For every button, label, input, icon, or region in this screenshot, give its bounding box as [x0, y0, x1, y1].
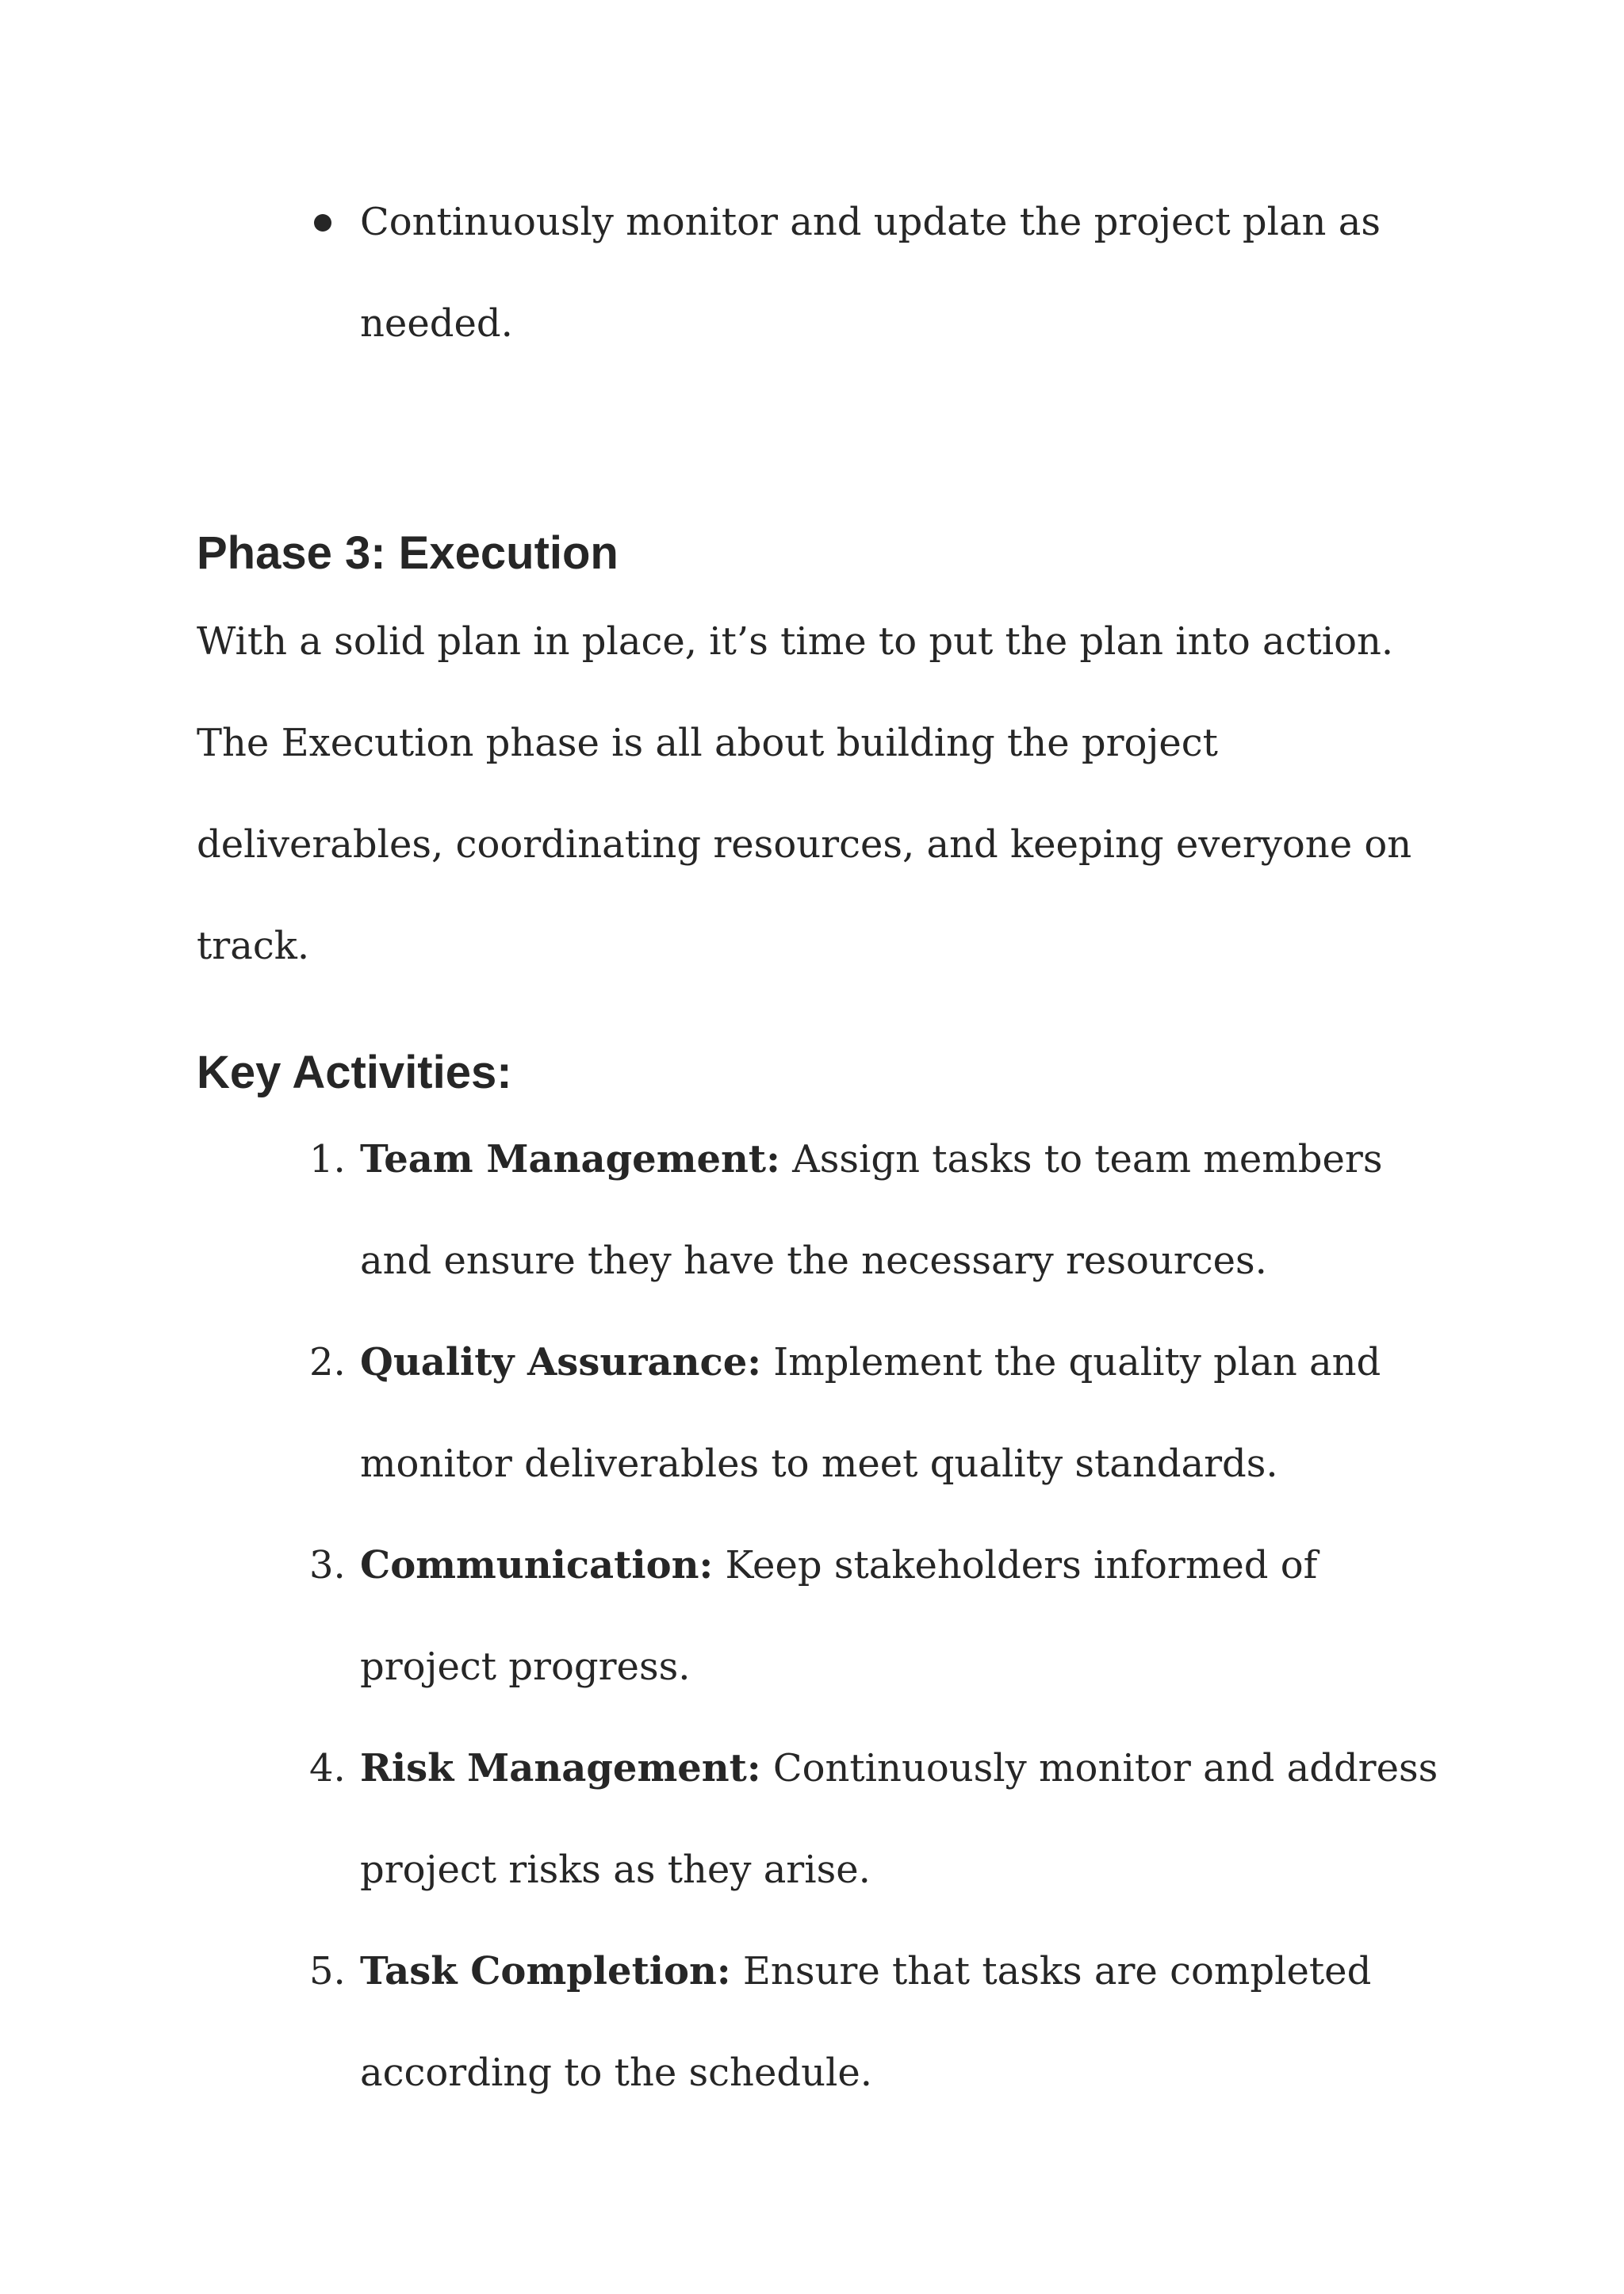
- list-item-term: Team Management:: [360, 1137, 780, 1181]
- list-item-term: Quality Assurance:: [360, 1340, 762, 1384]
- bullet-icon: [314, 214, 331, 232]
- list-number: 3.: [309, 1543, 346, 1587]
- list-item-text: Assign tasks to team members and ensure they have the necessary resources.: [360, 1137, 1383, 1283]
- list-number: 5.: [309, 1949, 346, 1993]
- list-item-body: [360, 1312, 1454, 1515]
- list-item-body: [360, 1109, 1454, 1312]
- list-number: 4.: [309, 1746, 346, 1790]
- numbered-list: [309, 1109, 1451, 2124]
- list-number: 2.: [309, 1340, 346, 1384]
- body-paragraph: With a solid plan in place, it’s time to put the plan into action. The Execution phase is all about building the project deliverables, coordinating resources, and keeping everyone on track.: [197, 619, 1412, 968]
- subsection-heading: Key Activities:: [197, 1047, 512, 1098]
- list-item-body: [360, 1718, 1454, 1921]
- list-item: [309, 1109, 1451, 1312]
- list-item: [309, 171, 1423, 374]
- list-item-term: Communication:: [360, 1543, 714, 1587]
- list-item: [309, 1921, 1451, 2124]
- list-item-term: Task Completion:: [360, 1949, 731, 1993]
- list-item-text: Continuously monitor and address project risks as they arise.: [360, 1746, 1438, 1892]
- list-item-text: Implement the quality plan and monitor deliverables to meet quality standards.: [360, 1340, 1381, 1486]
- list-item: [309, 1515, 1451, 1718]
- list-item-body: [360, 1515, 1454, 1718]
- section-heading: Phase 3: Execution: [197, 527, 619, 579]
- list-item-term: Risk Management:: [360, 1746, 761, 1790]
- list-item-text: Keep stakeholders informed of project progress.: [360, 1543, 1318, 1689]
- list-item: [309, 1718, 1451, 1921]
- list-number: 1.: [309, 1137, 346, 1181]
- bullet-list: [309, 171, 1451, 374]
- list-item-body: [360, 1921, 1454, 2124]
- bullet-text: Continuously monitor and update the project plan as needed.: [360, 200, 1381, 346]
- list-item: [309, 1312, 1451, 1515]
- list-item-text: Ensure that tasks are completed according to the schedule.: [360, 1949, 1372, 2095]
